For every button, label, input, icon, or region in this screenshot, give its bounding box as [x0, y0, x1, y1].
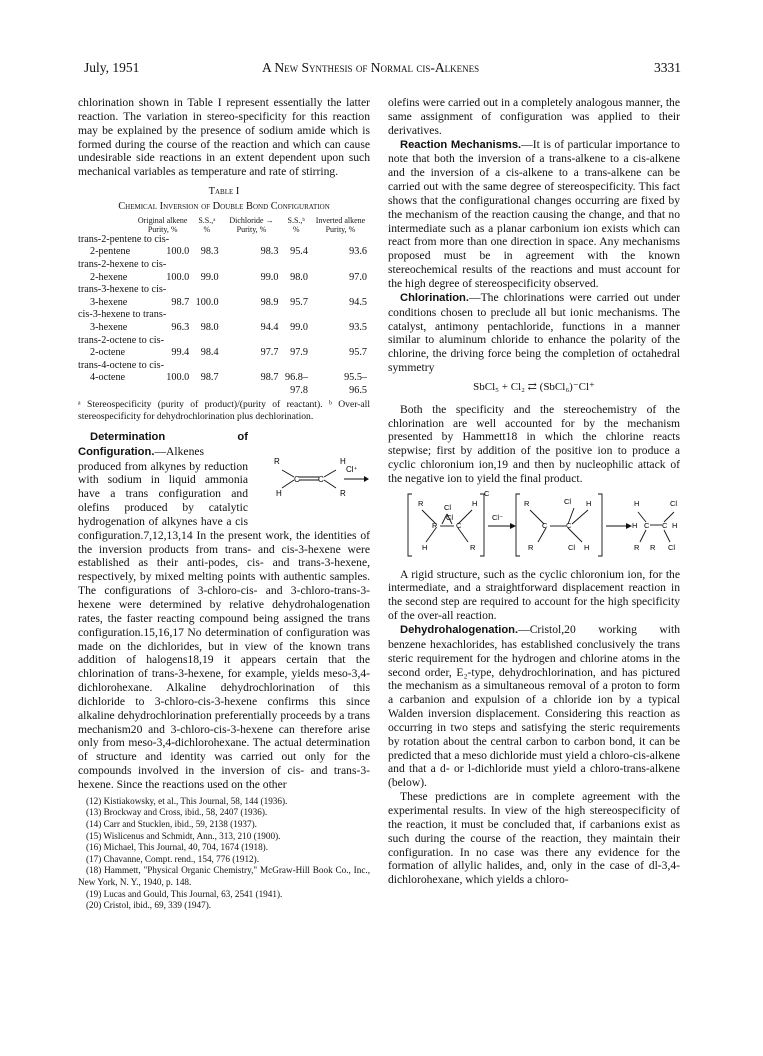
config-text: —Alkenes produced from alkynes by reduction with sodium in liquid ammonia have a trans configuration and olefins produced by catalytic hydrogenation of alkynes have a cis configuration.7,12,13,14 In the present work, the identities of the inversion products from trans- and cis-3-hexene were established as their anti-podes, cis- and trans-3-hexene, respectively, by mixed melting points with authentic samples. The configurations of 3-chloro-cis- and 3-chloro-trans-3-hexene were determined by relative dehydrohalogenation rates, the faster reacting compound being assigned the trans configuration.15,16,17 No determination of configuration was made on the dichlorides, but in view of the known trans addition of halogens18,19 it appears certain that the chlorination of trans-3-hexene, for example, yields meso-3,4-dichlorohexane. Alkaline dehydrochlorination of this dichloride to 3-chloro-cis-3-hexene confirms this since alkaline dehydrochlorination preferentially proceeds by a trans mechanism20 and 3-chloro-cis-3-hexene can therefore arise only from meso-3,4-dichlorohexane. The actual determination of structure and identity was carried out only for the compounds involved in the inversion of cis- and trans-3-hexene. Since the reactions used on the other	[78, 444, 370, 791]
row-name: cis-3-hexene to trans-	[78, 309, 167, 321]
scheme-atom-label: H	[634, 498, 640, 508]
scheme-atom-label: R	[418, 498, 424, 508]
table-row	[78, 385, 370, 398]
table-cell: 99.4	[171, 347, 190, 359]
table-cell: 93.6	[349, 246, 367, 258]
hammett-paragraph: Both the specificity and the stereochemistry of the chlorination are well accounted for by the mechanism presented by Hammett18 in which the chlorine reacts stepwise; first by addition of the positive ion to produce a cyclic chloronium ion,19 and then by nucleophilic attack of the negative ion to yield the final product.	[388, 402, 680, 485]
reference-item: (13) Brockway and Cross, ibid., 58, 2407 (1936).	[86, 807, 268, 818]
table-row	[78, 347, 370, 360]
figure-atom-label: R	[274, 456, 280, 466]
table-row	[78, 246, 370, 259]
table-cell: 95.5–	[344, 372, 367, 384]
reference-item: (17) Chavanne, Compt. rend., 154, 776 (1912).	[86, 853, 260, 864]
header-date: July, 1951	[84, 60, 140, 75]
chloronium-scheme	[388, 488, 680, 562]
scheme-atom-label: H	[586, 498, 592, 508]
table-row	[78, 322, 370, 335]
figure-atom-label: Cl⁺	[346, 464, 358, 474]
reference-item: (15) Wislicenus and Schmidt, Ann., 313, 210 (1900).	[86, 830, 281, 841]
table-row	[78, 234, 370, 247]
table-header-0	[78, 216, 133, 234]
row-name: trans-2-pentene to cis-	[78, 233, 170, 245]
scheme-atom-label: Cl⁻	[492, 512, 504, 522]
table-cell: 97.7	[260, 347, 279, 359]
table-header-3: Dichloride → Purity, %	[229, 215, 274, 234]
table-cell: 98.4	[200, 347, 219, 359]
empty-cell	[222, 385, 282, 398]
table-row	[78, 372, 370, 385]
scheme-atom-label: R	[432, 520, 438, 530]
table-row	[78, 309, 370, 322]
reference-item: (16) Michael, This Journal, 40, 704, 1674 (1918).	[86, 842, 269, 853]
table-row	[78, 284, 370, 297]
config-heading: Determination of Configuration.	[78, 430, 248, 458]
scheme-atom-label: H	[632, 520, 638, 530]
table-cell: 97.0	[349, 271, 367, 283]
reference-item: (12) Kistiakowsky, et al., This Journal, 58, 144 (1936).	[86, 795, 288, 806]
cis-alkene-figure	[252, 432, 370, 516]
dehydro-heading: Dehydrohalogenation.	[400, 624, 519, 636]
running-header	[84, 60, 681, 78]
reference-item: (18) Hammett, "Physical Organic Chemistry," McGraw-Hill Book Co., Inc., New York, N. Y., 1940, p. 148.	[78, 865, 370, 887]
table-row	[78, 259, 370, 272]
table-footnote: ᵃ Stereospecificity (purity of product)/(purity of reactant). ᵇ Over-all stereospecificity for dehydrochlorination plus dechlorination.	[78, 399, 370, 422]
empty-cell	[133, 385, 192, 398]
table-cell: 98.3	[200, 246, 219, 258]
figure-atom-label: R	[340, 488, 346, 498]
scheme-atom-label: Cl	[444, 502, 452, 512]
mechanisms-heading: Reaction Mechanisms.	[400, 138, 522, 151]
table-cell: 93.5	[349, 321, 367, 333]
figure-atom-label: H	[340, 456, 346, 466]
table-row	[78, 335, 370, 348]
header-title: A New Synthesis of Normal cis-Alkenes	[262, 60, 480, 75]
table-cell: 94.5	[349, 296, 367, 308]
table-cell: 97.8	[290, 384, 308, 396]
table-caption: Chemical Inversion of Double Bond Configuration	[118, 200, 330, 212]
rigid-structure-paragraph: A rigid structure, such as the cyclic chloronium ion, for the intermediate, and a straightforward displacement reaction in the second step are required to account for the high specificity of the over-all reaction.	[388, 567, 680, 623]
row-name: trans-4-octene to cis-	[78, 359, 164, 371]
table-cell: 94.4	[260, 321, 279, 333]
scheme-atom-label	[388, 488, 393, 490]
equilibrium-equation: SbCl₅ + Cl₂ ⇄ (SbCl₆)⁻Cl⁺	[473, 380, 595, 393]
table-cell: 98.9	[260, 296, 279, 308]
scheme-atom-label: Cl	[446, 512, 454, 522]
scheme-atom-label: H	[672, 520, 678, 530]
table-cell: 99.0	[290, 321, 308, 333]
table-cell: 98.7	[200, 372, 219, 384]
row-name-cont: 2-pentene	[90, 246, 131, 258]
table-cell: 95.7	[290, 296, 308, 308]
scheme-atom-label: C	[456, 520, 462, 530]
reference-item: (14) Carr and Stucklen, ibid., 59, 2138 (1937).	[86, 819, 257, 829]
table-cell: 99.0	[200, 271, 219, 283]
table-cell: 98.0	[290, 271, 308, 283]
reference-item: (20) Cristol, ibid., 69, 339 (1947).	[86, 900, 212, 911]
scheme-atom-label: R	[524, 498, 530, 508]
table-header-1: Original alkene Purity, %	[137, 215, 188, 234]
row-name-cont: 4-octene	[90, 372, 126, 384]
table-cell: 100.0	[166, 372, 190, 384]
table-header-5: Inverted alkene Purity, %	[315, 215, 366, 234]
figure-atom-label: H	[276, 488, 282, 498]
row-name: trans-2-hexene to cis-	[78, 258, 167, 270]
empty-cell	[78, 385, 133, 398]
scheme-atom-label: Cl	[670, 498, 678, 508]
references	[78, 796, 370, 912]
inversion-table	[78, 216, 370, 398]
mechanisms-text: —It is of particular importance to note that both the inversion of a trans-alkene to a cis-alkene and the inversion of a cis-alkene to a trans-alkene can be carried out with the same degree of stereospecificity. This fact shows that the configurational changes occurring are fixed by the mechanism of the reaction causing the change, and that no intermediate such as a planar carbonium ion exists which can react from more than one direction in space. Any mechanisms proposed must be in agreement with the known stereochemical results of the reactions and must account for the high degree of stereospecificity observed.	[388, 137, 680, 290]
scheme-atom-label: C	[644, 520, 650, 530]
right-column	[388, 96, 680, 887]
table-cell: 100.0	[166, 246, 190, 258]
predictions-paragraph: These predictions are in complete agreement with the experimental results. In view of the high stereospecificity of the reaction, it must be concluded that, if carbanions exist as such during the course of the reaction, they maintain their configuration. In no case was there any evidence for the formation of allylic halides, and, only in the case of dl-3,4-dichlorohexane, which yields a chloro-	[388, 790, 680, 887]
table-cell: 96.8–	[285, 372, 308, 384]
scheme-atom-label: R	[470, 542, 476, 552]
table-header-2: S.S.,ᵃ %	[198, 215, 216, 234]
figure-atom-label: C	[294, 474, 300, 484]
table-cell: 98.7	[171, 296, 190, 308]
scheme-atom-label: Cl	[568, 542, 576, 552]
configuration-paragraph	[78, 430, 370, 792]
table-cell: 98.3	[260, 246, 279, 258]
scheme-atom-label: R	[528, 542, 534, 552]
table-cell: 96.3	[171, 321, 190, 333]
intro-paragraph: chlorination shown in Table I represent essentially the latter reaction. The variation in stereo-specificity for this reaction may be explained by the presence of sodium amide which is formed during the course of the reaction and which can cause undesirable side reactions in an extent dependent upon such mechanical variables as temperature and rate of stirring.	[78, 96, 370, 179]
table-title: Table I	[208, 186, 240, 198]
scheme-atom-label: C	[566, 520, 572, 530]
analogous-paragraph: olefins were carried out in a completely analogous manner, the same assignment of configuration was applied to their derivatives.	[388, 96, 680, 137]
scheme-atom-label: H	[584, 542, 590, 552]
table-cell: 98.0	[200, 321, 219, 333]
scheme-atom-label: R	[634, 542, 640, 552]
table-cell: 98.7	[260, 372, 279, 384]
row-name-cont: 2-hexene	[90, 271, 128, 283]
chlorination-heading: Chlorination.	[400, 291, 469, 304]
empty-cell	[192, 385, 221, 398]
row-name-cont: 3-hexene	[90, 321, 128, 333]
scheme-atom-label: C	[484, 488, 490, 498]
row-name-cont: 2-octene	[90, 347, 126, 359]
dehydro-text: —Cristol,20 working with benzene hexachlorides, has established conclusively the trans steric requirement for the hydrogen and chlorine atoms in the second order, E₂-type, dehydrochlorination, and has pictured the mechanism as a simultaneous removal of a proton to form a carbanion and expulsion of a chloride ion by a typical Walden inversion displacement. Considering this reaction as occurring in two steps and satisfying the steric requirements by rotation about the central carbon to carbon bond, it can be predicted that a meso dichloride must yield a chloro-cis-alkene and that a d- or l-dichloride must yield a chloro-trans-alkene (below).	[388, 623, 680, 790]
table-row	[78, 297, 370, 310]
table-cell: 100.0	[195, 296, 219, 308]
table-cell: 99.0	[260, 271, 279, 283]
chlorination-text: —The chlorinations were carried out under conditions chosen to preclude all but ionic mechanisms. The catalyst, antimony pentachloride, functions in a manner similar to aluminum chloride to enhance the polarity of the chlorine, the driving force being the completion of octahedral symmetry	[388, 290, 680, 375]
row-name: trans-2-octene to cis-	[78, 334, 164, 346]
scheme-atom-label: Cl	[564, 496, 572, 506]
left-column	[78, 96, 370, 912]
scheme-atom-label: H	[472, 498, 478, 508]
table-row	[78, 272, 370, 285]
scheme-atom-label: C	[662, 520, 668, 530]
scheme-atom-label: C	[542, 520, 548, 530]
table-cell: 100.0	[166, 271, 190, 283]
scheme-atom-label: H	[422, 542, 428, 552]
row-name-cont: 3-hexene	[90, 296, 128, 308]
table-cell: 97.9	[290, 347, 308, 359]
reference-item: (19) Lucas and Gould, This Journal, 63, 2541 (1941).	[86, 888, 283, 899]
table-header-4: S.S.,ᵇ %	[287, 215, 305, 234]
table-row	[78, 360, 370, 373]
figure-atom-label: C	[318, 474, 324, 484]
scheme-atom-label: Cl	[668, 542, 676, 552]
scheme-atom-label: R	[650, 542, 656, 552]
table-cell: 95.4	[290, 246, 308, 258]
row-name: trans-3-hexene to cis-	[78, 284, 167, 296]
page-number: 3331	[654, 60, 681, 75]
table-cell: 96.5	[349, 384, 367, 396]
table-cell: 95.7	[349, 347, 367, 359]
